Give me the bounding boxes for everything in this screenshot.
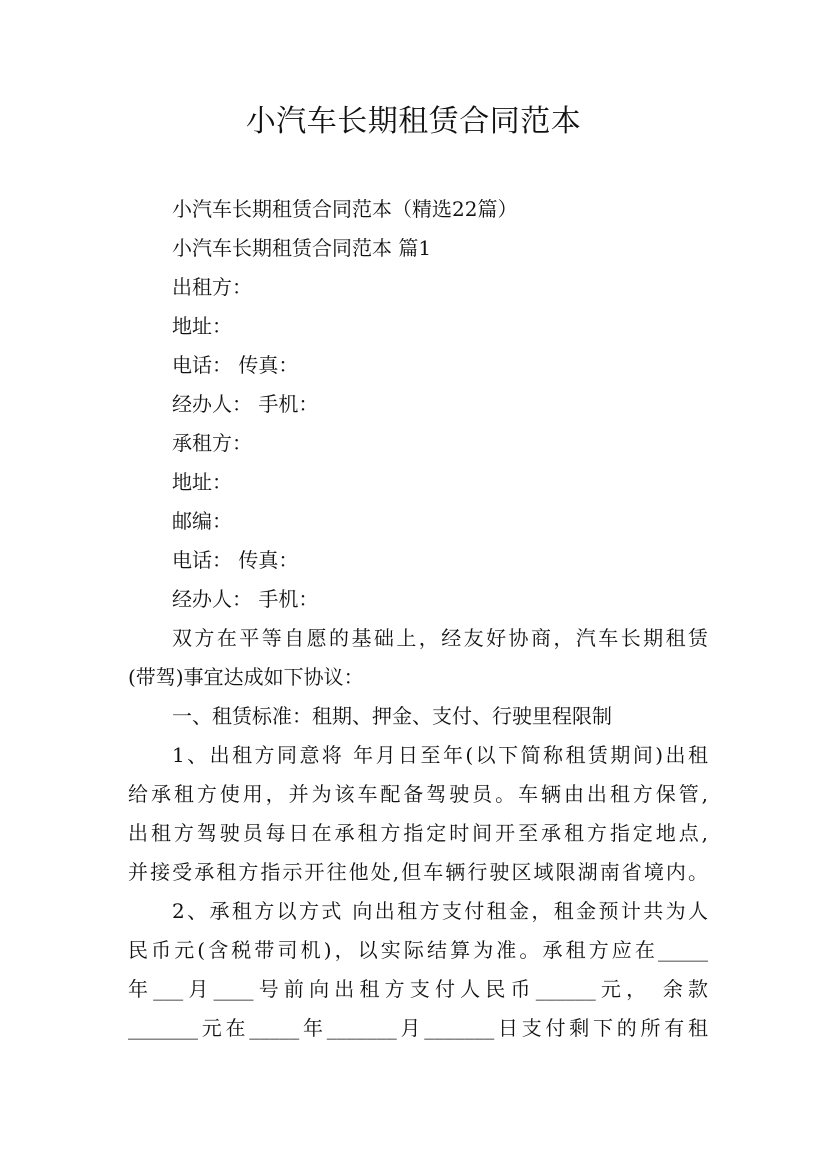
document-body: [128, 190, 708, 1048]
lessee-label: 承租方：: [172, 431, 252, 455]
agreement-paragraph-line: (带驾)事宜达成如下协议：: [128, 665, 364, 689]
lessor-label: 出租方：: [172, 275, 252, 299]
document-title: 小汽车长期租赁合同范本: [245, 104, 582, 139]
clause-1-line: 1、出租方同意将 年月日至年(以下简称租赁期间)出租: [172, 743, 708, 767]
agreement-paragraph-line: 双方在平等自愿的基础上，经友好协商，汽车长期租赁: [172, 626, 708, 650]
lessee-postcode-label: 邮编：: [172, 509, 232, 533]
clause-2-line: 年___月____号前向出租方支付人民币______元， 余款: [128, 977, 708, 1001]
section-heading: 小汽车长期租赁合同范本 篇1: [172, 236, 432, 260]
clause-1-line: 并接受承租方指示开往他处,但车辆行驶区域限湖南省境内。: [128, 860, 708, 884]
lessee-phone-fax-label: 电话： 传真：: [172, 548, 299, 572]
clause-1-line: 给承租方使用，并为该车配备驾驶员。车辆由出租方保管,: [128, 782, 708, 806]
lessee-agent-mobile-label: 经办人： 手机：: [172, 587, 319, 611]
clause-2-line: 民币元(含税带司机)，以实际结算为准。承租方应在_____: [128, 938, 708, 962]
clause-heading: 一、租赁标准：租期、押金、支付、行驶里程限制: [172, 704, 612, 728]
lessee-address-label: 地址：: [172, 470, 232, 494]
clause-2-line: _______元在_____年_______月_______日支付剩下的所有租: [128, 1016, 708, 1040]
subtitle-line: 小汽车长期租赁合同范本（精选22篇）: [172, 197, 518, 221]
lessor-agent-mobile-label: 经办人： 手机：: [172, 392, 319, 416]
clause-1-line: 出租方驾驶员每日在承租方指定时间开至承租方指定地点,: [128, 821, 708, 845]
lessor-phone-fax-label: 电话： 传真：: [172, 353, 299, 377]
lessor-address-label: 地址：: [172, 314, 232, 338]
clause-2-line: 2、承租方以方式 向出租方支付租金，租金预计共为人: [172, 899, 708, 923]
